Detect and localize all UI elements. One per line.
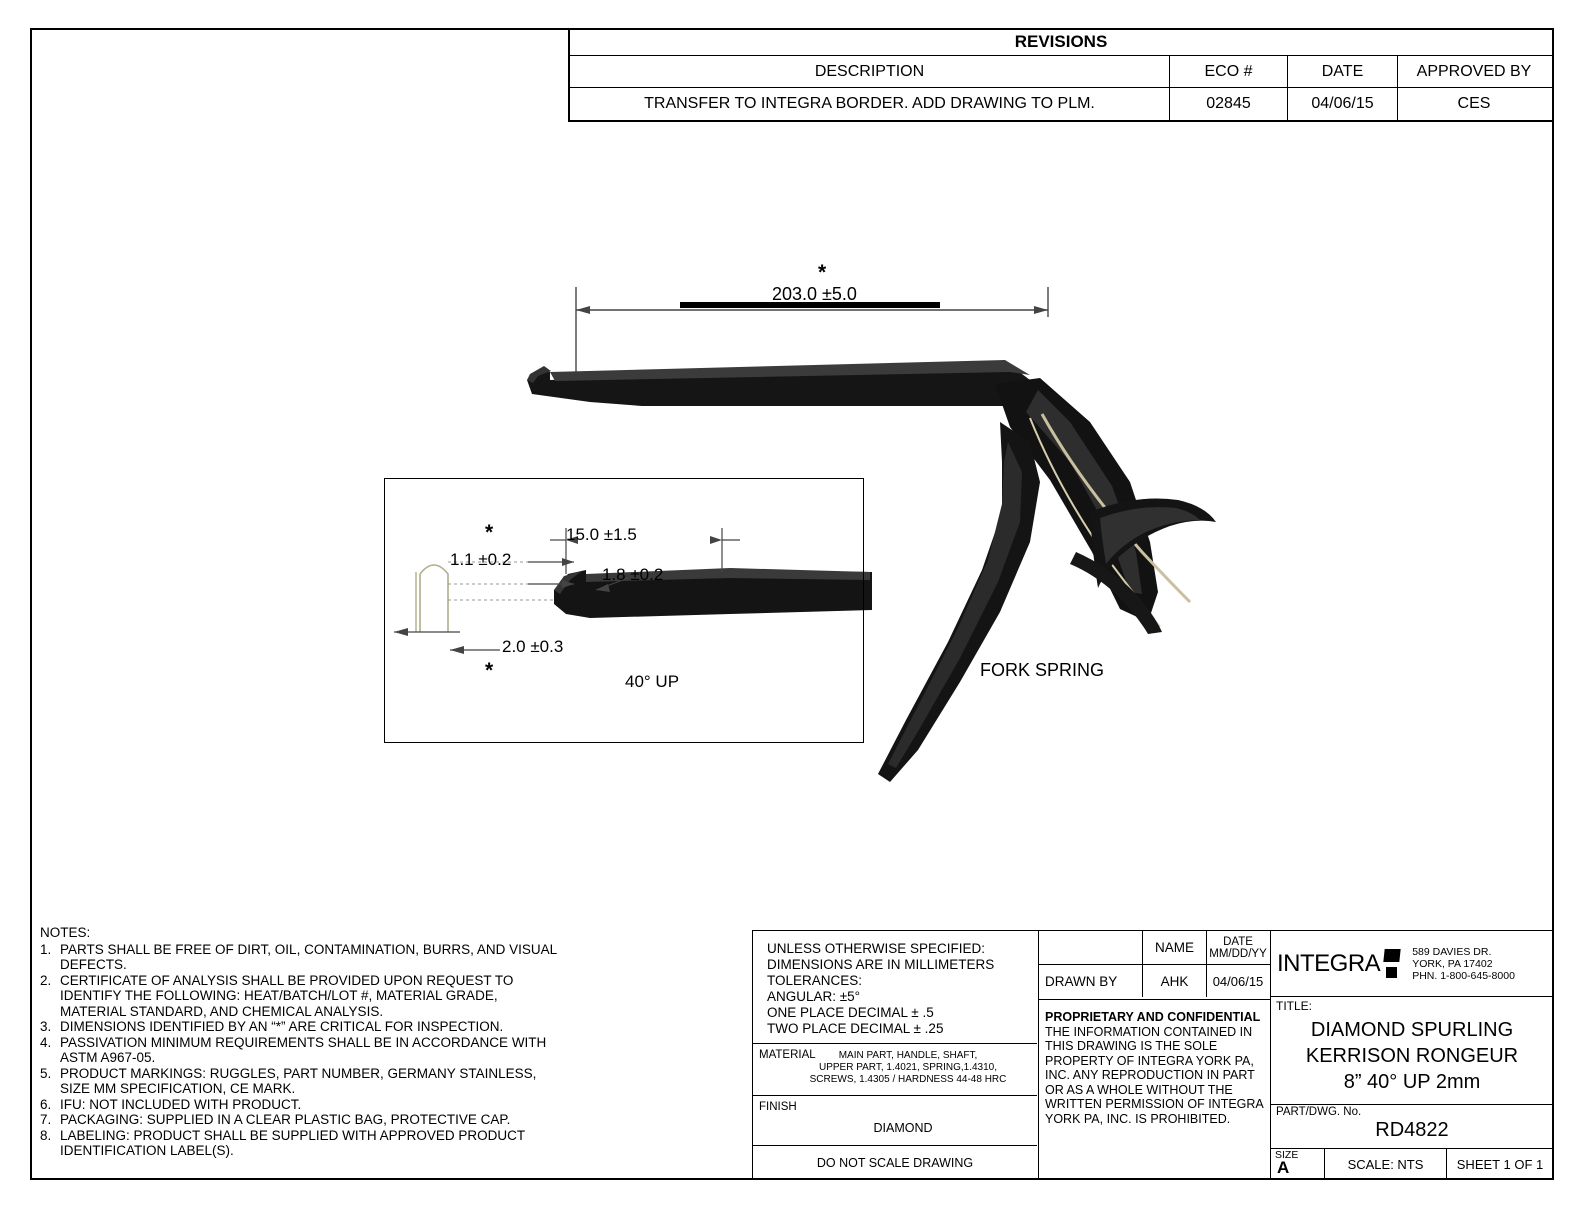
revision-col-approved: APPROVED BY <box>1416 62 1532 80</box>
spec-line-1: UNLESS OTHERWISE SPECIFIED: <box>767 941 986 956</box>
revision-header-row <box>570 56 1552 88</box>
drawn-by-col-name: NAME <box>1143 931 1207 964</box>
drawn-by-date: 04/06/15 <box>1212 973 1264 989</box>
revision-block <box>568 28 1554 122</box>
integra-logo-icon <box>1382 949 1404 979</box>
detail-dim-tip: 1.8 ±0.2 <box>602 565 664 584</box>
proprietary-notice <box>1039 999 1271 1179</box>
material-line-1: MAIN PART, HANDLE, SHAFT, <box>838 1050 978 1061</box>
note-number: 1. <box>40 941 52 957</box>
part-number-label: PART/DWG. No. <box>1276 1106 1362 1118</box>
company-address <box>1412 946 1515 982</box>
title-block-bottom-row <box>1271 1149 1553 1179</box>
revision-date: 04/06/15 <box>1288 88 1398 120</box>
spec-line-3: TOLERANCES: <box>767 973 863 988</box>
finish-field <box>753 1095 1037 1145</box>
material-line-2: UPPER PART, 1.4021, SPRING,1.4310, <box>818 1062 998 1073</box>
overall-dimension-star: * <box>818 261 827 284</box>
note-text: LABELING: PRODUCT SHALL BE SUPPLIED WITH APPROVED PRODUCT IDENTIFICATION LABEL(S). <box>60 1127 525 1158</box>
detail-dim-height: 1.1 ±0.2 <box>450 550 512 569</box>
sheet-number-field: SHEET 1 OF 1 <box>1456 1156 1544 1172</box>
fork-spring-label: FORK SPRING <box>980 660 1105 680</box>
address-line-3: PHN. 1-800-645-8000 <box>1412 969 1515 982</box>
drawn-by-table <box>1039 931 1271 999</box>
drawn-by-header-blank <box>1039 931 1143 964</box>
note-text: PRODUCT MARKINGS: RUGGLES, PART NUMBER, GERMANY STAINLESS, SIZE MM SPECIFICATION, CE MARK. <box>60 1065 537 1096</box>
address-line-1: 589 DAVIES DR. <box>1412 945 1492 958</box>
date-col-line1: DATE <box>1223 935 1253 948</box>
note-number: 4. <box>40 1034 52 1050</box>
size-value: A <box>1277 1158 1290 1177</box>
drawn-by-name: AHK <box>1143 965 1207 997</box>
note-number: 6. <box>40 1096 52 1112</box>
detail-angle-label: 40° UP <box>625 672 680 691</box>
title-block-spec-column <box>753 931 1039 1179</box>
part-number-value: RD4822 <box>1375 1119 1449 1141</box>
notes-block <box>40 925 560 1159</box>
detail-view-box <box>384 478 864 743</box>
title-label: TITLE: <box>1276 999 1313 1013</box>
part-number-field <box>1271 1105 1553 1149</box>
tolerance-spec <box>753 931 1038 1037</box>
drawing-area <box>30 122 1554 912</box>
list-item <box>40 1019 560 1035</box>
note-text: PACKAGING: SUPPLIED IN A CLEAR PLASTIC BAG, PROTECTIVE CAP. <box>60 1112 511 1127</box>
table-row <box>1039 965 1270 997</box>
list-item <box>40 1128 560 1159</box>
note-text: DIMENSIONS IDENTIFIED BY AN “*” ARE CRITICAL FOR INSPECTION. <box>60 1019 504 1034</box>
proprietary-heading: PROPRIETARY AND CONFIDENTIAL <box>1045 1010 1261 1024</box>
title-block-right-column <box>1271 931 1553 1179</box>
revision-eco: 02845 <box>1170 88 1288 120</box>
list-item <box>40 1066 560 1097</box>
size-label: SIZE <box>1275 1149 1299 1161</box>
company-logo-area <box>1271 931 1553 997</box>
table-row <box>570 88 1552 120</box>
detail-star-top: * <box>485 521 494 544</box>
list-item <box>40 1097 560 1113</box>
material-label: MATERIAL <box>759 1049 816 1061</box>
note-text: PASSIVATION MINIMUM REQUIREMENTS SHALL BE IN ACCORDANCE WITH ASTM A967-05. <box>60 1034 547 1065</box>
integra-wordmark: INTEGRA <box>1277 949 1381 977</box>
spec-line-4: ANGULAR: ±5° <box>767 989 861 1004</box>
list-item <box>40 1035 560 1066</box>
sheet-size-field <box>1271 1149 1325 1179</box>
detail-dim-length: 15.0 ±1.5 <box>566 525 637 544</box>
note-text: IFU: NOT INCLUDED WITH PRODUCT. <box>60 1096 302 1112</box>
spec-line-5: ONE PLACE DECIMAL ± .5 <box>767 1005 934 1020</box>
revision-approved-by: CES <box>1457 95 1491 112</box>
date-col-line2: MM/DD/YY <box>1209 947 1267 960</box>
detail-dim-width: 2.0 ±0.3 <box>502 637 564 656</box>
spec-line-2: DIMENSIONS ARE IN MILLIMETERS <box>767 957 995 972</box>
note-number: 2. <box>40 972 52 988</box>
title-block <box>752 930 1554 1180</box>
finish-label: FINISH <box>759 1101 797 1113</box>
notes-list <box>40 942 560 1159</box>
revision-title: REVISIONS <box>570 28 1552 56</box>
revision-col-date: DATE <box>1288 56 1398 87</box>
list-item <box>40 942 560 973</box>
revision-col-description: DESCRIPTION <box>570 56 1170 87</box>
revision-description: TRANSFER TO INTEGRA BORDER. ADD DRAWING TO PLM. <box>570 88 1170 120</box>
drawn-by-header-row <box>1039 931 1270 965</box>
drawn-by-label: DRAWN BY <box>1039 965 1143 997</box>
title-line-3: 8” 40° UP 2mm <box>1343 1071 1481 1093</box>
scale-field: SCALE: NTS <box>1325 1149 1447 1179</box>
material-line-3: SCREWS, 1.4305 / HARDNESS 44-48 HRC <box>809 1074 1007 1085</box>
list-item <box>40 973 560 1020</box>
title-line-1: DIAMOND SPURLING <box>1310 1019 1514 1041</box>
spec-line-6: TWO PLACE DECIMAL ± .25 <box>767 1021 944 1036</box>
material-field <box>753 1043 1037 1095</box>
revision-col-eco: ECO # <box>1170 56 1288 87</box>
note-number: 5. <box>40 1065 52 1081</box>
notes-heading: NOTES: <box>40 925 91 940</box>
address-line-2: YORK, PA 17402 <box>1412 957 1493 970</box>
note-text: CERTIFICATE OF ANALYSIS SHALL BE PROVIDED UPON REQUEST TO IDENTIFY THE FOLLOWING: HEAT/BATCH/LOT #, MATERIAL GRADE, MATERIAL STANDARD, AND CHEMICAL ANALYSIS. <box>60 972 514 1019</box>
drawing-title-value <box>1271 1017 1553 1095</box>
drawing-title-field <box>1271 997 1553 1105</box>
note-number: 8. <box>40 1127 52 1143</box>
note-text: PARTS SHALL BE FREE OF DIRT, OIL, CONTAMINATION, BURRS, AND VISUAL DEFECTS. <box>60 941 557 972</box>
proprietary-body: THE INFORMATION CONTAINED IN THIS DRAWING IS THE SOLE PROPERTY OF INTEGRA YORK PA, INC. ANY REPRODUCTION IN PART OR AS A WHOLE WITHOUT THE WRITTEN PERMISSION OF INTEGRA YORK PA, INC. IS PROHIBITED. <box>1045 1024 1264 1126</box>
note-number: 7. <box>40 1112 52 1127</box>
list-item <box>40 1112 560 1128</box>
note-number: 3. <box>40 1019 52 1034</box>
drawn-by-col-date <box>1207 931 1269 964</box>
finish-value: DIAMOND <box>873 1121 933 1135</box>
do-not-scale-note: DO NOT SCALE DRAWING <box>753 1145 1037 1179</box>
title-line-2: KERRISON RONGEUR <box>1305 1045 1519 1067</box>
detail-star-bottom: * <box>485 659 494 682</box>
overall-dimension-label: 203.0 ±5.0 <box>772 284 857 304</box>
